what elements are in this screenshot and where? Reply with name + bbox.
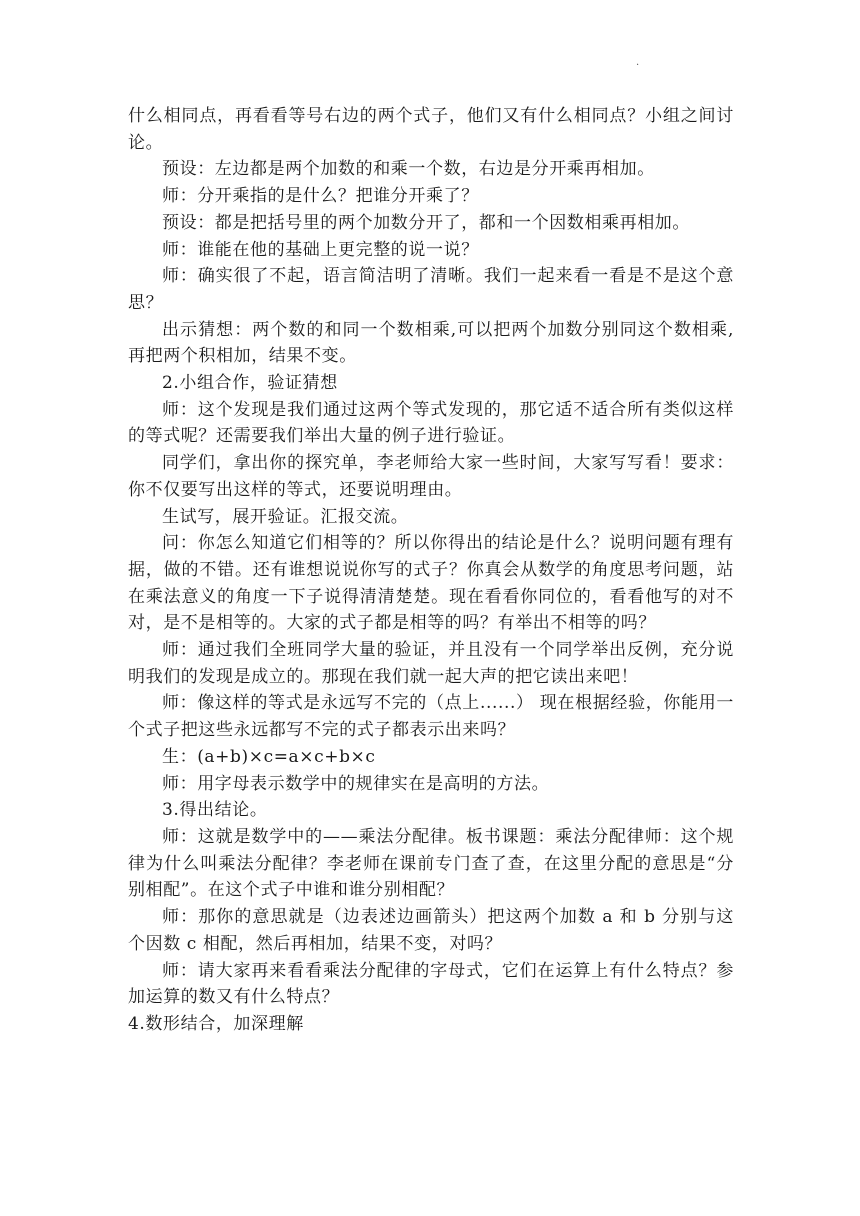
section-heading-2: 2.小组合作，验证猜想 — [162, 373, 338, 394]
paragraph-11: 生试写，展开验证。汇报交流。 — [162, 506, 409, 527]
paragraph-13: 师：通过我们全班同学大量的验证，并且没有一个同学举出反例，充分说明我们的发现是成立的。那现在我们就一起大声的把它读出来吧！ — [128, 640, 734, 687]
formula-line: 生：(a+b)×c=a×c+b×c — [162, 746, 376, 767]
section-heading-3: 3.得出结论。 — [162, 800, 268, 821]
paragraph-10: 同学们，拿出你的探究单，李老师给大家一些时间，大家写写看！要求：你不仅要写出这样的等式，还要说明理由。 — [128, 453, 734, 500]
paragraph-7: 出示猜想：两个数的和同一个数相乘,可以把两个加数分别同这个数相乘,再把两个积相加，结果不变。 — [128, 319, 734, 367]
paragraph-2: 预设：左边都是两个加数的和乘一个数，右边是分开乘再相加。 — [162, 159, 655, 180]
paragraph-14: 师：像这样的等式是永远写不完的（点上......） 现在根据经验，你能用一个式子把这些永远都写不完的式子都表示出来吗？ — [128, 693, 734, 741]
paragraph-20: 师：请大家再来看看乘法分配律的字母式，它们在运算上有什么特点？参加运算的数又有什么特点？ — [128, 960, 734, 1008]
paragraph-4: 预设：都是把括号里的两个加数分开了，都和一个因数相乘再相加。 — [162, 212, 690, 233]
paragraph-19: 师：那你的意思就是（边表述边画箭头）把这两个加数 a 和 b 分别与这个因数 c 相配，然后再相加，结果不变，对吗？ — [128, 907, 734, 954]
paragraph-5: 师：谁能在他的基础上更完整的说一说？ — [162, 239, 479, 260]
document-body — [128, 103, 734, 1038]
paragraph-1: 什么相同点，再看看等号右边的两个式子，他们又有什么相同点？小组之间讨论。 — [128, 106, 734, 153]
paragraph-18: 师：这就是数学中的——乘法分配律。板书课题：乘法分配律师：这个规律为什么叫乘法分配律？李老师在课前专门查了查，在这里分配的意思是“分别相配”。在这个式子中谁和谁分别相配？ — [128, 826, 734, 901]
paragraph-12: 问：你怎么知道它们相等的？所以你得出的结论是什么？说明问题有理有据，做的不错。还有谁想说说你写的式子？你真会从数学的角度思考问题，站在乘法意义的角度一下子说得清清楚楚。现在看看你同位的，看看他写的对不对，是不是相等的。大家的式子都是相等的吗？有举出不相等的吗？ — [128, 533, 734, 634]
header-mark: . — [636, 57, 640, 68]
paragraph-6: 师：确实很了不起，语言简洁明了清晰。我们一起来看一看是不是这个意思？ — [128, 266, 734, 313]
paragraph-3: 师：分开乘指的是什么？把谁分开乘了？ — [162, 186, 479, 207]
section-heading-4: 4.数形结合，加深理解 — [128, 1013, 304, 1034]
paragraph-16: 师：用字母表示数学中的规律实在是高明的方法。 — [162, 773, 550, 794]
paragraph-9: 师：这个发现是我们通过这两个等式发现的，那它适不适合所有类似这样的等式呢？还需要我们举出大量的例子进行验证。 — [128, 399, 734, 447]
